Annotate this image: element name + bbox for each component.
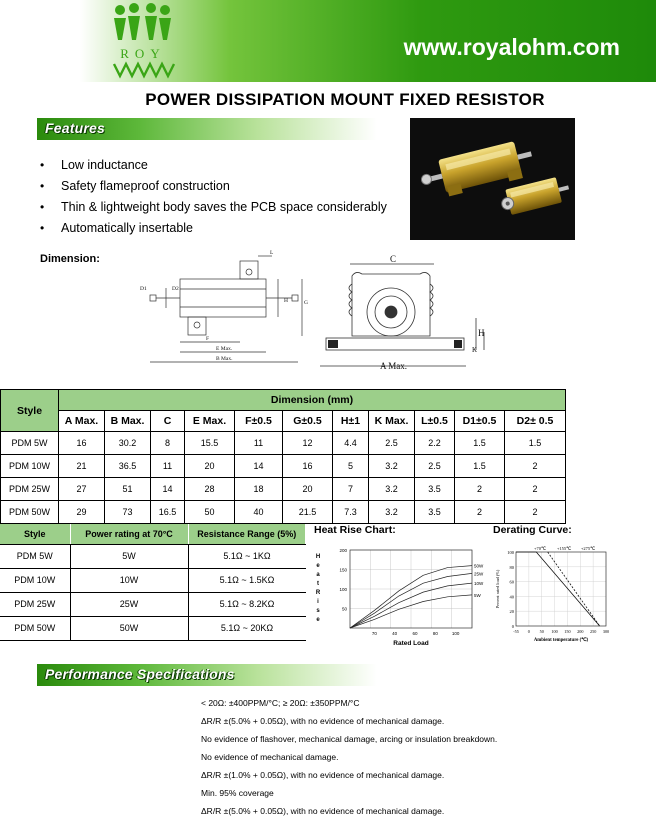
table-cell: PDM 50W <box>0 616 70 640</box>
table-cell: PDM 5W <box>0 544 70 568</box>
spec-value: ΔR/R ±(5.0% + 0.05Ω), with no evidence of mechanical damage. <box>201 806 445 816</box>
drawing-label: K <box>472 346 478 354</box>
site-url[interactable]: www.royalohm.com <box>403 34 620 60</box>
table-cell: 5W <box>70 544 188 568</box>
x-tick-label: 40 <box>392 631 398 636</box>
table-cell: 28 <box>185 478 235 501</box>
table-cell: 3.2 <box>369 478 415 501</box>
table-row <box>0 616 306 640</box>
table-cell: 2 <box>505 455 566 478</box>
drawing-label: H <box>478 328 485 338</box>
spec-value: Min. 95% coverage <box>201 788 274 798</box>
style-header: Style <box>1 390 59 432</box>
column-header: K Max. <box>369 411 415 432</box>
column-header: D1±0.5 <box>455 411 505 432</box>
table-cell: 2.5 <box>369 432 415 455</box>
plot-frame <box>516 552 606 626</box>
column-header: G±0.5 <box>283 411 333 432</box>
table-cell: 1.5 <box>455 455 505 478</box>
table-cell: 36.5 <box>105 455 151 478</box>
x-tick-label: 300 <box>602 629 610 634</box>
table-cell: 8 <box>151 432 185 455</box>
table-row <box>0 592 306 616</box>
table-cell: 3.2 <box>369 501 415 524</box>
table-row <box>1 501 566 524</box>
y-axis-label: Percent rated load (%) <box>495 569 500 609</box>
table-cell: 5 <box>333 455 369 478</box>
column-header: Power rating at 70°C <box>70 524 188 544</box>
table-cell: 51 <box>105 478 151 501</box>
table-cell: PDM 5W <box>1 432 59 455</box>
end-view-drawing <box>316 252 490 374</box>
drawing-label: C <box>390 254 397 264</box>
annotation-label: +275℃ <box>580 546 596 551</box>
column-header: Style <box>0 524 70 544</box>
table-row <box>1 455 566 478</box>
table-cell: 2 <box>455 478 505 501</box>
series-line <box>548 552 600 626</box>
table-cell: 21 <box>59 455 105 478</box>
performance-heading: Performance Specifications <box>45 666 235 682</box>
y-tick-label: 80 <box>509 564 514 570</box>
feature-item: • Safety flameproof construction <box>40 178 387 199</box>
drawing-label: H <box>284 298 288 304</box>
table-row <box>1 432 566 455</box>
y-axis-label-char: R <box>315 590 321 596</box>
table-cell: PDM 25W <box>0 592 70 616</box>
table-cell: 2 <box>455 501 505 524</box>
table-cell: 11 <box>235 432 283 455</box>
table-cell: 5.1Ω ~ 8.2KΩ <box>188 592 306 616</box>
column-header: H±1 <box>333 411 369 432</box>
table-cell: 50 <box>185 501 235 524</box>
drawing-label: D1 <box>140 286 147 292</box>
x-axis-label: Ambient temperature (℃) <box>533 638 589 643</box>
x-tick-label: -55 <box>513 629 519 634</box>
table-cell: PDM 50W <box>1 501 59 524</box>
series-line <box>516 552 600 626</box>
annotation-label: +70℃ <box>533 546 547 551</box>
product-photo <box>410 118 575 240</box>
x-tick-label: 250 <box>590 629 597 634</box>
table-cell: 14 <box>151 478 185 501</box>
y-tick-label: 100 <box>507 550 514 555</box>
x-tick-label: 80 <box>432 631 438 636</box>
spec-value: No evidence of flashover, mechanical damage, arcing or insulation breakdown. <box>201 734 498 744</box>
table-cell: 5.1Ω ~ 20KΩ <box>188 616 306 640</box>
x-tick-label: 50 <box>539 629 544 634</box>
table-cell: 3.5 <box>415 478 455 501</box>
roy-logo <box>108 2 178 80</box>
drawing-label: G <box>304 300 308 306</box>
drawing-label: A Max. <box>380 361 407 371</box>
drawing-label: B Max. <box>216 356 233 362</box>
table-cell: 73 <box>105 501 151 524</box>
table-row <box>0 568 306 592</box>
spec-value: ΔR/R ±(1.0% + 0.05Ω), with no evidence of mechanical damage. <box>201 770 445 780</box>
column-header: F±0.5 <box>235 411 283 432</box>
x-tick-label: 100 <box>451 631 460 636</box>
table-cell: 25W <box>70 592 188 616</box>
table-cell: 20 <box>283 478 333 501</box>
dimension-group-header: Dimension (mm) <box>59 390 566 411</box>
drawing-label: D2 <box>172 286 179 292</box>
features-heading-bar <box>37 118 377 140</box>
table-cell: 40 <box>235 501 283 524</box>
x-axis-label: Rated Load <box>393 640 429 647</box>
feature-item: • Low inductance <box>40 157 387 178</box>
table-cell: 10W <box>70 568 188 592</box>
table-cell: 16 <box>59 432 105 455</box>
features-list <box>40 157 387 241</box>
table-cell: PDM 10W <box>0 568 70 592</box>
x-tick-label: 0 <box>527 629 530 634</box>
table-cell: 18 <box>235 478 283 501</box>
table-cell: 21.5 <box>283 501 333 524</box>
column-header: B Max. <box>105 411 151 432</box>
document-title: POWER DISSIPATION MOUNT FIXED RESISTOR <box>145 90 545 109</box>
y-axis-label-char: e <box>316 563 320 569</box>
x-tick-label: 200 <box>577 629 584 634</box>
table-cell: 15.5 <box>185 432 235 455</box>
table-cell: PDM 10W <box>1 455 59 478</box>
feature-item: • Thin & lightweight body saves the PCB space considerably <box>40 199 387 220</box>
table-cell: 1.5 <box>505 432 566 455</box>
y-axis-label-char: t <box>317 581 319 587</box>
y-tick-label: 40 <box>509 594 514 600</box>
y-tick-label: 100 <box>339 587 347 592</box>
side-view-drawing <box>136 248 312 374</box>
dimension-label: Dimension: <box>40 253 100 265</box>
table-cell: 12 <box>283 432 333 455</box>
heat-rise-chart <box>312 544 488 650</box>
table-cell: 27 <box>59 478 105 501</box>
drawing-label: E Max. <box>216 346 233 352</box>
y-axis-label-char: a <box>316 572 320 578</box>
drawing-label: F <box>206 336 210 342</box>
spec-value: No evidence of mechanical damage. <box>201 752 339 762</box>
column-header: E Max. <box>185 411 235 432</box>
table-cell: 7 <box>333 478 369 501</box>
table-cell: 2 <box>505 501 566 524</box>
x-tick-label: 150 <box>564 629 571 634</box>
series-label: 10W <box>474 581 484 587</box>
table-cell: 20 <box>185 455 235 478</box>
y-axis-label-char: H <box>315 554 321 560</box>
table-cell: 16.5 <box>151 501 185 524</box>
y-axis-label-char: e <box>316 617 320 623</box>
table-row <box>0 544 306 568</box>
x-tick-label: 70 <box>371 631 377 636</box>
features-heading: Features <box>45 120 105 136</box>
column-header: L±0.5 <box>415 411 455 432</box>
series-label: 25W <box>474 571 484 577</box>
column-header: D2± 0.5 <box>505 411 566 432</box>
series-label: 50W <box>474 563 484 569</box>
column-header: C <box>151 411 185 432</box>
logo-text: ROY <box>120 46 166 61</box>
table-row <box>1 478 566 501</box>
y-tick-label: 50 <box>341 606 347 612</box>
y-axis-label-char: i <box>317 599 319 605</box>
annotation-label: +155℃ <box>556 546 572 551</box>
y-tick-label: 60 <box>509 579 514 585</box>
table-cell: 2.5 <box>415 455 455 478</box>
power-rating-table <box>0 524 306 641</box>
table-cell: 3.2 <box>369 455 415 478</box>
heat-rise-title: Heat Rise Chart: <box>314 524 396 536</box>
page-header <box>0 0 656 82</box>
x-tick-label: 60 <box>412 631 418 636</box>
spec-value: ΔR/R ±(5.0% + 0.05Ω), with no evidence of mechanical damage. <box>201 716 445 726</box>
feature-item: • Automatically insertable <box>40 220 387 241</box>
x-tick-label: 100 <box>551 629 558 634</box>
table-cell: 30.2 <box>105 432 151 455</box>
y-tick-label: 0 <box>511 624 514 629</box>
derating-curve-chart <box>494 542 612 646</box>
table-cell: 7.3 <box>333 501 369 524</box>
table-cell: 29 <box>59 501 105 524</box>
table-cell: 11 <box>151 455 185 478</box>
y-tick-label: 150 <box>339 567 347 573</box>
table-cell: 50W <box>70 616 188 640</box>
derating-title: Derating Curve: <box>493 524 572 536</box>
table-cell: PDM 25W <box>1 478 59 501</box>
table-cell: 16 <box>283 455 333 478</box>
drawing-label: L <box>270 250 274 256</box>
series-label: 5W <box>474 592 481 598</box>
dimension-table <box>0 389 566 524</box>
y-tick-label: 20 <box>509 609 514 615</box>
y-tick-label: 200 <box>339 548 347 553</box>
column-header: A Max. <box>59 411 105 432</box>
table-cell: 3.5 <box>415 501 455 524</box>
table-cell: 5.1Ω ~ 1.5KΩ <box>188 568 306 592</box>
performance-heading-bar <box>37 664 377 686</box>
y-axis-label-char: s <box>316 608 320 614</box>
table-cell: 2.2 <box>415 432 455 455</box>
table-cell: 14 <box>235 455 283 478</box>
column-header: Resistance Range (5%) <box>188 524 306 544</box>
table-cell: 1.5 <box>455 432 505 455</box>
table-cell: 4.4 <box>333 432 369 455</box>
spec-value: < 20Ω: ±400PPM/°C; ≥ 20Ω: ±350PPM/°C <box>201 698 360 708</box>
table-cell: 2 <box>505 478 566 501</box>
table-cell: 5.1Ω ~ 1KΩ <box>188 544 306 568</box>
